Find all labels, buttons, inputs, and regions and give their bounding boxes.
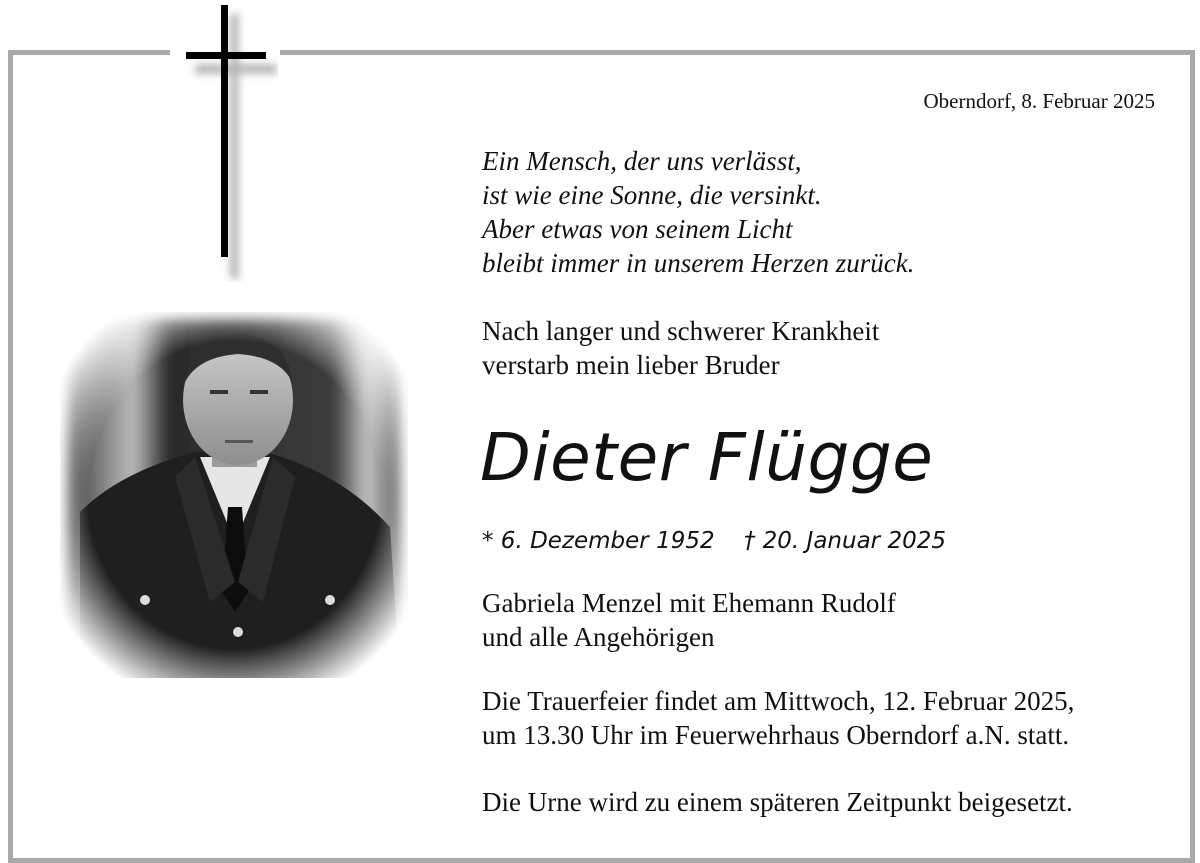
portrait-photo	[60, 312, 408, 678]
mourners: Gabriela Menzel mit Ehemann Rudolf und alle Angehörigen	[482, 588, 896, 652]
dateline: Oberndorf, 8. Februar 2025	[923, 89, 1155, 113]
service-info: Die Trauerfeier findet am Mittwoch, 12. Februar 2025, um 13.30 Uhr im Feuerwehrhaus Oberndorf a.N. statt.	[482, 686, 1075, 750]
intro-text: Nach langer und schwerer Krankheit verstarb mein lieber Bruder	[482, 316, 880, 380]
death-date: † 20. Januar 2025	[743, 528, 946, 554]
urn-info: Die Urne wird zu einem späteren Zeitpunkt beigesetzt.	[482, 787, 1073, 817]
life-dates	[482, 524, 946, 558]
deceased-name: Dieter Flügge	[480, 419, 934, 496]
memorial-verse: Ein Mensch, der uns verlässt, ist wie eine Sonne, die versinkt. Aber etwas von seinem Licht bleibt immer in unserem Herzen zurück.	[482, 146, 915, 278]
latin-cross-icon	[178, 2, 278, 282]
birth-date: * 6. Dezember 1952	[482, 528, 715, 554]
